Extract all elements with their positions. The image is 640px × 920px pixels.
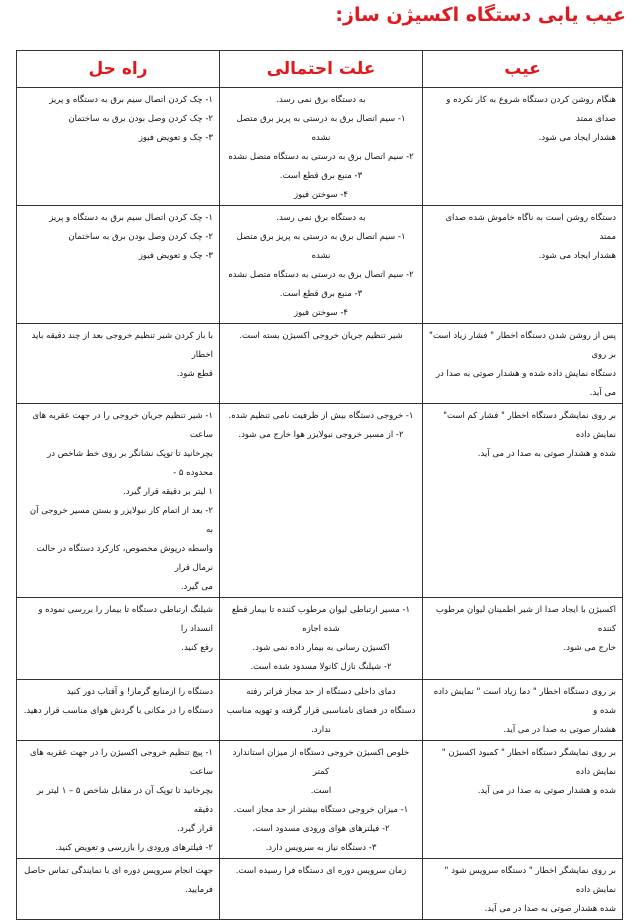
solution-cell xyxy=(17,404,220,598)
cell-line: ۴- سوختن فیوز xyxy=(294,190,348,200)
header-fault: عیب xyxy=(423,51,623,88)
table-row xyxy=(17,859,623,920)
solution-cell xyxy=(17,859,220,920)
solution-cell xyxy=(17,88,220,206)
fault-cell xyxy=(423,598,623,680)
cell-line: شده و هشدار صوتی به صدا در می آید. xyxy=(477,786,616,796)
cell-line: پس از روشن شدن دستگاه اخطار " فشار زیاد است" بر روی xyxy=(429,331,616,360)
cell-line: دمای داخلی دستگاه از حد مجاز فراتر رفته xyxy=(246,687,396,697)
fault-cell-text xyxy=(423,88,622,148)
cell-line: فرمایید. xyxy=(185,885,213,895)
fault-cell xyxy=(423,404,623,598)
cell-line: ۱ لیتر بر دقیقه قرار گیرد. xyxy=(123,487,213,497)
cell-line: ۱- پیچ تنظیم خروجی اکسیژن را در جهت عقربه های ساعت xyxy=(30,748,213,777)
cell-line: ۱- چک کردن اتصال سیم برق به دستگاه و پریز xyxy=(49,213,213,223)
cause-cell-text xyxy=(220,324,422,346)
cell-line: ۲- سیم اتصال برق به درستی به دستگاه متصل نشده xyxy=(228,152,414,162)
table-row xyxy=(17,680,623,741)
cell-line: بر روی نمایشگر دستگاه اخطار " کمبود اکسیژن " نمایش داده xyxy=(441,748,616,777)
table-row xyxy=(17,404,623,598)
cell-line: قرار گیرد. xyxy=(177,824,213,834)
fault-cell xyxy=(423,680,623,741)
cause-cell-text xyxy=(220,741,422,858)
cell-line: ۲- از مسیر خروجی نبولایزر هوا خارج می شود. xyxy=(238,430,404,440)
cause-cell-text xyxy=(220,88,422,205)
solution-cell xyxy=(17,680,220,741)
cell-line: رفع کنید. xyxy=(181,643,213,653)
cell-line: ۳- چک و تعویض فیوز xyxy=(138,133,213,143)
cause-cell-text xyxy=(220,404,422,445)
fault-cell xyxy=(423,88,623,206)
cell-line: ۲- فیلترهای ورودی را بازرسی و تعویض کنید. xyxy=(55,843,213,853)
cause-cell xyxy=(220,741,423,859)
cause-cell xyxy=(220,859,423,920)
cell-line: هشدار ایجاد می شود. xyxy=(538,251,616,261)
solution-cell-text xyxy=(17,88,219,148)
fault-cell-text xyxy=(423,680,622,740)
cause-cell xyxy=(220,324,423,404)
cause-cell xyxy=(220,206,423,324)
cell-line: بچرخانید تا توپک نشانگر بر روی خط شاخص در محدوده ۵ - xyxy=(47,449,213,478)
cell-line: دستگاه را در مکانی با گردش هوای مناسب قرار دهید. xyxy=(23,706,213,716)
cell-line: زمان سرویس دوره ای دستگاه فرا رسیده است. xyxy=(235,866,407,876)
fault-cell-text xyxy=(423,598,622,658)
cell-line: شده هشدار صوتی به صدا در می آید. xyxy=(484,904,616,914)
cell-line: ۳- منبع برق قطع است. xyxy=(279,171,363,181)
fault-cell-text xyxy=(423,859,622,919)
cell-line: بر روی نمایشگر اخطار " دستگاه سرویس شود " نمایش داده xyxy=(444,866,616,895)
cell-line: دستگاه را ازمنابع گرماز! و آفتاب دور کنید xyxy=(66,687,213,697)
cell-line: است. xyxy=(310,786,332,796)
cell-line: می گیرد. xyxy=(180,582,213,592)
solution-cell-text xyxy=(17,741,219,858)
cause-cell-text xyxy=(220,206,422,323)
cell-line: هشدار صوتی به صدا در می آید. xyxy=(503,725,616,735)
cell-line: ۱- سیم اتصال برق به درستی به پریز برق متصل نشده xyxy=(236,114,406,143)
fault-cell xyxy=(423,741,623,859)
cause-cell xyxy=(220,404,423,598)
cell-line: ۲- فیلترهای هوای ورودی مسدود است. xyxy=(252,824,390,834)
cell-line: دستگاه روشن است به ناگاه خاموش شده صدای ممتد xyxy=(445,213,616,242)
table-row xyxy=(17,88,623,206)
header-cause: علت احتمالی xyxy=(220,51,423,88)
cell-line: به دستگاه برق نمی رسد. xyxy=(276,95,366,105)
cell-line: بر روی نمایشگر دستگاه اخطار " فشار کم است" نمایش داده xyxy=(443,411,616,440)
cell-line: ۱- سیم اتصال برق به درستی به پریز برق متصل نشده xyxy=(236,232,406,261)
cell-line: ۴- سوختن فیوز xyxy=(294,308,348,318)
fault-cell-text xyxy=(423,741,622,801)
cell-line: اکسیژن رسانی به بیمار داده نمی شود. xyxy=(252,643,390,653)
solution-cell-text xyxy=(17,598,219,658)
table-row xyxy=(17,741,623,859)
cell-line: ۲- سیم اتصال برق به درستی به دستگاه متصل نشده xyxy=(228,270,414,280)
cell-line: ۳- منبع برق قطع است. xyxy=(279,289,363,299)
cause-cell-text xyxy=(220,859,422,881)
cell-line: ۱- چک کردن اتصال سیم برق به دستگاه و پریز xyxy=(49,95,213,105)
cell-line: ۳- چک و تعویض فیوز xyxy=(138,251,213,261)
cell-line: ۲- چک کردن وصل بودن برق به ساختمان xyxy=(68,114,213,124)
fault-cell-text xyxy=(423,404,622,464)
cell-line: به دستگاه برق نمی رسد. xyxy=(276,213,366,223)
cell-line: دستگاه نمایش داده شده و هشدار صوتی به صدا در می آید. xyxy=(435,369,616,398)
cell-line: ۱- شیر تنظیم جریان خروجی را در جهت عقربه های ساعت xyxy=(32,411,213,440)
cell-line: ۲- چک کردن وصل بودن برق به ساختمان xyxy=(68,232,213,242)
cause-cell-text xyxy=(220,598,422,677)
solution-cell xyxy=(17,741,220,859)
cell-line: ۲- بعد از اتمام کار نبولایزر و بستن مسیر خروجی آن به xyxy=(29,506,213,535)
cell-line: شیلنگ ارتباطی دستگاه تا بیمار را بررسی نموده و انسداد را xyxy=(38,605,213,634)
solution-cell-text xyxy=(17,324,219,384)
cell-line: بچرخانید تا توپک آن در مقابل شاخص ۵ – ۱ لیتر بر دقیقه xyxy=(36,786,213,815)
solution-cell-text xyxy=(17,859,219,900)
table-row xyxy=(17,324,623,404)
solution-cell-text xyxy=(17,206,219,266)
table-header-row xyxy=(17,51,623,88)
troubleshooting-table xyxy=(16,50,623,920)
cell-line: قطع شود. xyxy=(176,369,213,379)
solution-cell xyxy=(17,324,220,404)
cell-line: اکسیژن با ایجاد صدا از شیر اطمینان لیوان مرطوب کننده xyxy=(435,605,616,634)
cell-line: واسطه درپوش مخصوص، کارکرد دستگاه در حالت نرمال قرار xyxy=(36,544,213,573)
cell-line: دستگاه در فضای نامناسبی قرار گرفته و تهویه مناسب ندارد. xyxy=(226,706,416,735)
solution-cell xyxy=(17,206,220,324)
fault-cell-text xyxy=(423,324,622,403)
cell-line: ۳- دستگاه نیاز به سرویس دارد. xyxy=(265,843,377,853)
cell-line: بر روی دستگاه اخطار " دما زیاد است " نمایش داده شده و xyxy=(433,687,616,716)
fault-cell xyxy=(423,206,623,324)
cause-cell xyxy=(220,88,423,206)
cause-cell xyxy=(220,598,423,680)
cell-line: هشدار ایجاد می شود. xyxy=(538,133,616,143)
cell-line: ۱- مسیر ارتباطی لیوان مرطوب کننده تا بیمار قطع شده اجازه xyxy=(231,605,411,634)
fault-cell xyxy=(423,859,623,920)
cell-line: خارج می شود. xyxy=(563,643,616,653)
solution-cell-text xyxy=(17,404,219,597)
cause-cell-text xyxy=(220,680,422,740)
cell-line: هنگام روشن کردن دستگاه شروع به کار نکرده و صدای ممتد xyxy=(446,95,616,124)
table-row xyxy=(17,206,623,324)
table-row xyxy=(17,598,623,680)
cell-line: ۱- میزان خروجی دستگاه بیشتر از حد مجاز است. xyxy=(233,805,409,815)
page-title: عیب یابی دستگاه اکسیژن ساز: xyxy=(335,4,626,26)
cell-line: شیر تنظیم جریان خروجی اکسیژن بسته است. xyxy=(239,331,403,341)
fault-cell xyxy=(423,324,623,404)
cell-line: ۱- خروجی دستگاه بیش از ظرفیت نامی تنظیم شده. xyxy=(228,411,414,421)
cell-line: شده و هشدار صوتی به صدا در می آید. xyxy=(477,449,616,459)
header-solution: راه حل xyxy=(17,51,220,88)
cell-line: جهت انجام سرویس دوره ای با نمایندگی تماس حاصل xyxy=(24,866,213,876)
solution-cell-text xyxy=(17,680,219,721)
fault-cell-text xyxy=(423,206,622,266)
cell-line: ۲- شیلنگ نازل کانولا مسدود شده است. xyxy=(250,662,392,672)
cell-line: با باز کردن شیر تنظیم خروجی بعد از چند دقیقه باید اخطار xyxy=(31,331,213,360)
solution-cell xyxy=(17,598,220,680)
cell-line: خلوص اکسیژن خروجی دستگاه از میزان استاندارد کمتر xyxy=(232,748,410,777)
cause-cell xyxy=(220,680,423,741)
